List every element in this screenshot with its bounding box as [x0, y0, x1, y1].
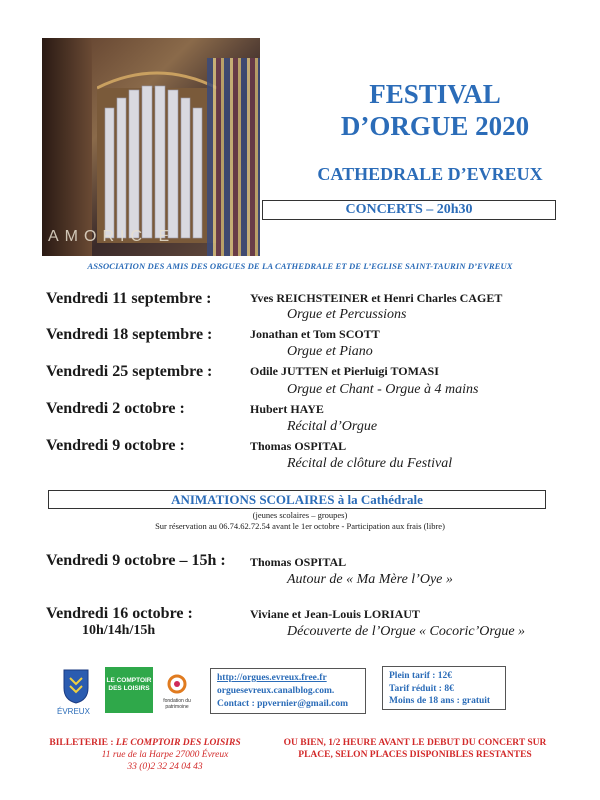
concert-program: Orgue et Percussions — [287, 307, 407, 322]
animations-audience: (jeunes scolaires – groupes) — [252, 510, 348, 520]
festival-title-line2: D’ORGUE 2020 — [340, 111, 530, 141]
concert-date: Vendredi 11 septembre : — [46, 290, 212, 307]
school-event-program: Découverte de l’Orgue « Cocoric’Orgue » — [287, 624, 526, 639]
concert-date: Vendredi 2 octobre : — [46, 400, 185, 417]
prices-box — [382, 666, 506, 710]
billetterie-alt-line1: OU BIEN, 1/2 HEURE AVANT LE DEBUT DU CONCERT SUR — [283, 738, 547, 748]
school-animations-box: ANIMATIONS SCOLAIRES à la Cathédrale — [48, 490, 546, 509]
evreux-crest-icon — [62, 668, 90, 704]
contact-email[interactable]: Contact : ppvernier@gmail.com — [217, 699, 348, 709]
comptoir-des-loisirs-logo: LE COMPTOIR DES LOISIRS — [105, 667, 153, 713]
school-event-artists: Thomas OSPITAL — [250, 555, 347, 569]
concert-program: Orgue et Chant - Orgue à 4 mains — [287, 382, 479, 397]
fondation-logo-label: fondation du patrimoine — [163, 698, 191, 710]
concert-program: Récital de clôture du Festival — [287, 456, 453, 471]
billetterie-shop: LE COMPTOIR DES LOISIRS — [115, 738, 241, 748]
billetterie-line — [40, 738, 250, 748]
fondation-patrimoine-icon — [162, 672, 192, 698]
cathedral-organ-photo — [42, 38, 260, 256]
concert-artists: Jonathan et Tom SCOTT — [250, 327, 380, 341]
evreux-logo-label: ÉVREUX — [57, 707, 90, 716]
school-event-times: 10h/14h/15h — [82, 623, 156, 638]
school-event-date: Vendredi 16 octobre : — [46, 605, 193, 622]
concert-date: Vendredi 9 octobre : — [46, 437, 185, 454]
website-link[interactable]: http://orgues.evreux.free.fr — [217, 673, 327, 683]
animations-reservation: Sur réservation au 06.74.62.72.54 avant le 1er octobre - Participation aux frais (libre) — [155, 521, 445, 531]
concert-program: Récital d’Orgue — [287, 419, 378, 434]
concert-date: Vendredi 18 septembre : — [46, 326, 213, 343]
concert-artists: Odile JUTTEN et Pierluigi TOMASI — [250, 364, 439, 378]
concert-artists: Hubert HAYE — [250, 402, 324, 416]
price-under18: Moins de 18 ans : gratuit — [389, 696, 491, 706]
billetterie-alt-line2: PLACE, SELON PLACES DISPONIBLES RESTANTES — [298, 750, 532, 760]
photo-caption: AMORIC E — [48, 228, 176, 245]
concert-artists: Thomas OSPITAL — [250, 439, 347, 453]
festival-title-line1: FESTIVAL — [369, 79, 501, 109]
billetterie-phone: 33 (0)2 32 24 04 43 — [127, 762, 203, 772]
price-reduced: Tarif réduit : 8€ — [389, 683, 454, 694]
concert-program: Orgue et Piano — [287, 344, 373, 359]
concert-artists: Yves REICHSTEINER et Henri Charles CAGET — [250, 291, 503, 305]
billetterie-label: BILLETERIE : — [49, 738, 114, 748]
association-banner: ASSOCIATION DES AMIS DES ORGUES DE LA CATHEDRALE ET DE L’EGLISE SAINT-TAURIN D’EVREUX — [87, 261, 513, 271]
organ-pipes-graphic — [97, 68, 217, 243]
school-event-program: Autour de « Ma Mère l’Oye » — [287, 572, 453, 587]
contact-box — [210, 668, 366, 714]
stained-glass-window — [207, 58, 260, 256]
school-event-artists: Viviane et Jean-Louis LORIAUT — [250, 607, 420, 621]
school-event-date: Vendredi 9 octobre – 15h : — [46, 552, 226, 569]
concerts-time-box: CONCERTS – 20h30 — [262, 200, 556, 220]
billetterie-address: 11 rue de la Harpe 27000 Évreux — [101, 750, 229, 760]
blog-link[interactable]: orguesevreux.canalblog.com. — [217, 686, 335, 696]
price-full: Plein tarif : 12€ — [389, 671, 453, 681]
festival-subtitle: CATHEDRALE D’EVREUX — [317, 164, 543, 184]
photo-shadow — [42, 38, 92, 256]
concert-date: Vendredi 25 septembre : — [46, 363, 213, 380]
